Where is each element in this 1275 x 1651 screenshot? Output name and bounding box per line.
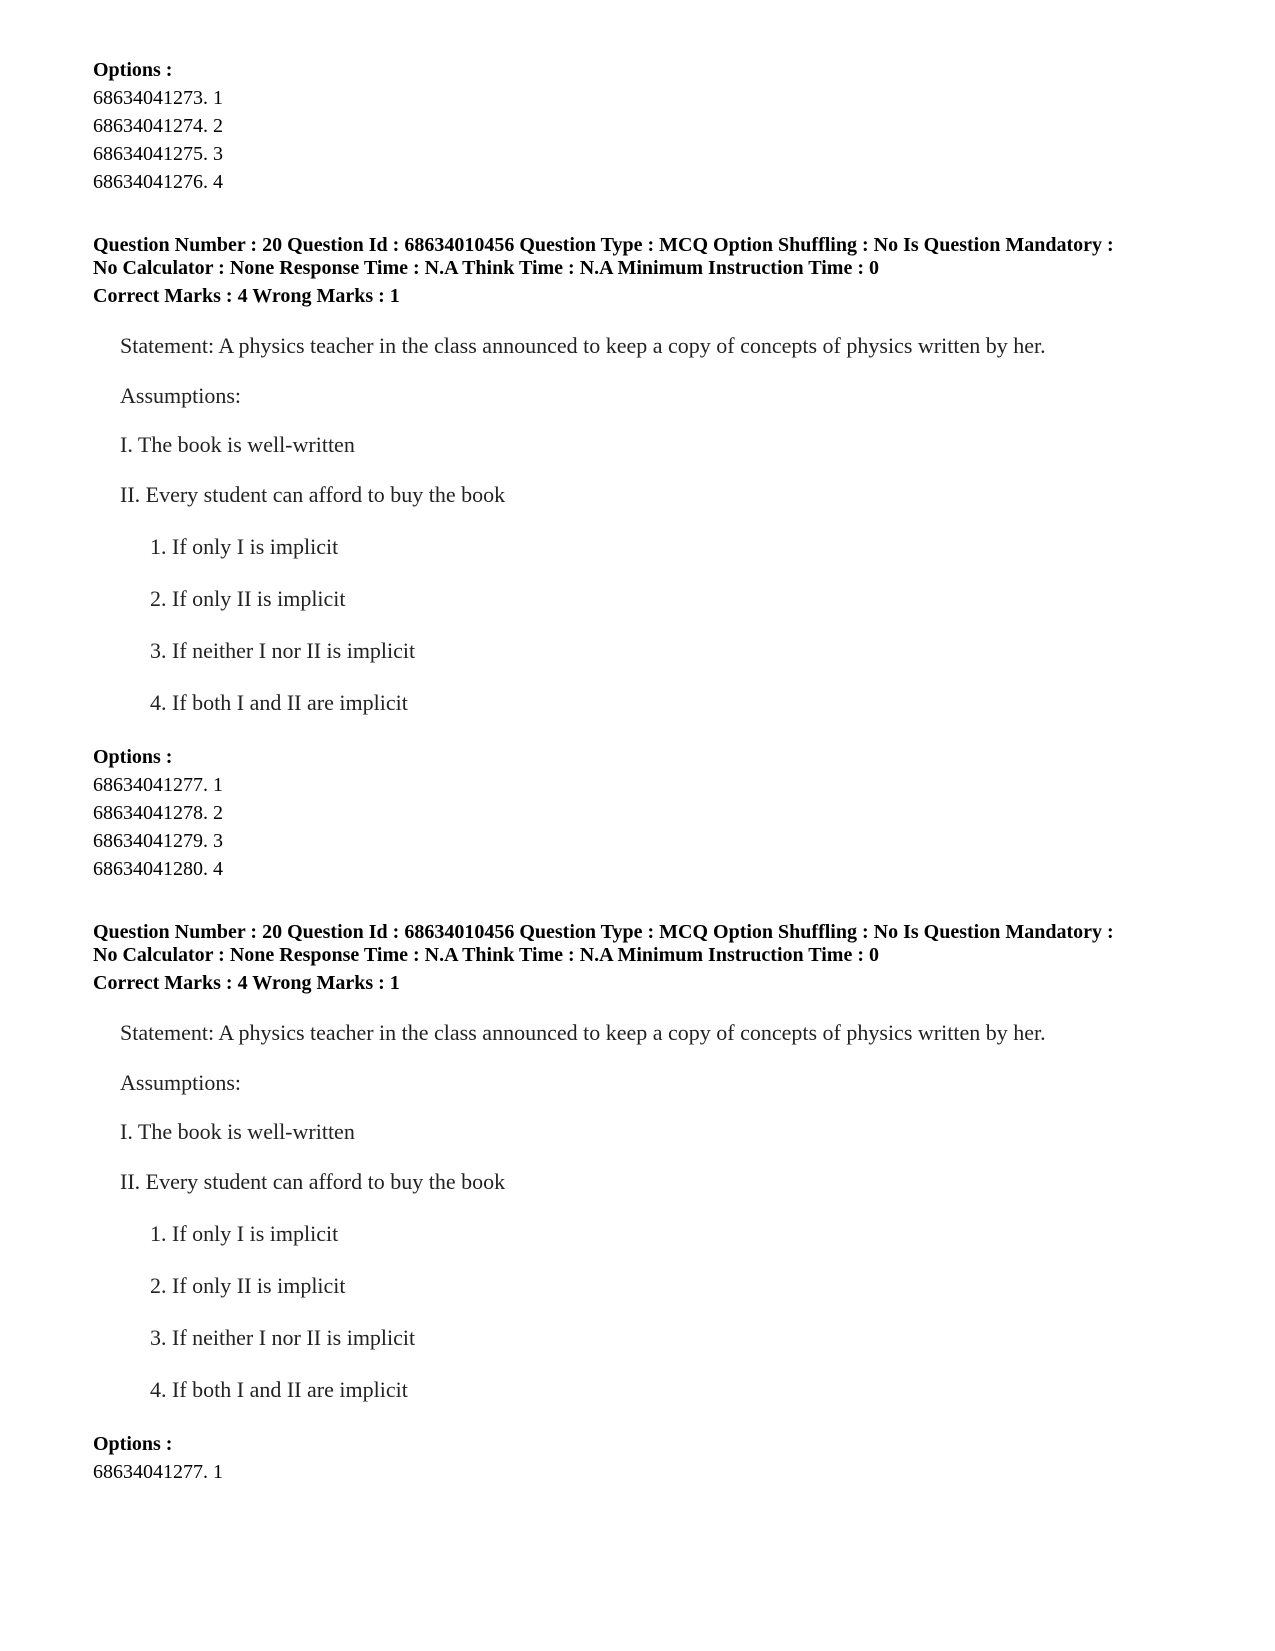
option-line: 68634041280. 4 <box>93 858 223 880</box>
option-line: 68634041274. 2 <box>93 115 223 137</box>
option-line: 68634041278. 2 <box>93 802 223 824</box>
option-line: 68634041273. 1 <box>93 87 223 109</box>
answer-choice: 4. If both I and II are implicit <box>150 690 408 715</box>
assumption-1: I. The book is well-written <box>120 432 355 457</box>
options-heading: Options : <box>93 746 173 768</box>
answer-choice: 3. If neither I nor II is implicit <box>150 1325 416 1350</box>
option-line: 68634041277. 1 <box>93 1461 223 1483</box>
assumptions-label: Assumptions: <box>120 383 242 408</box>
assumption-1: I. The book is well-written <box>120 1119 355 1144</box>
option-line: 68634041276. 4 <box>93 171 223 193</box>
assumptions-label: Assumptions: <box>120 1070 242 1095</box>
option-line: 68634041279. 3 <box>93 830 223 852</box>
question-statement: Statement: A physics teacher in the class announced to keep a copy of concepts of physics written by her. <box>120 333 1046 358</box>
answer-choice: 2. If only II is implicit <box>150 1273 346 1298</box>
options-heading: Options : <box>93 59 173 81</box>
assumption-2: II. Every student can afford to buy the book <box>120 482 506 507</box>
answer-choice: 2. If only II is implicit <box>150 586 346 611</box>
answer-choice: 1. If only I is implicit <box>150 534 339 559</box>
question-meta-line2: No Calculator : None Response Time : N.A Think Time : N.A Minimum Instruction Time : 0 <box>93 257 879 279</box>
answer-choice: 1. If only I is implicit <box>150 1221 339 1246</box>
options-heading: Options : <box>93 1433 173 1455</box>
answer-choice: 4. If both I and II are implicit <box>150 1377 408 1402</box>
question-marks: Correct Marks : 4 Wrong Marks : 1 <box>93 285 400 307</box>
option-line: 68634041275. 3 <box>93 143 223 165</box>
question-marks: Correct Marks : 4 Wrong Marks : 1 <box>93 972 400 994</box>
answer-choice: 3. If neither I nor II is implicit <box>150 638 416 663</box>
question-meta-line1: Question Number : 20 Question Id : 68634010456 Question Type : MCQ Option Shuffling : No Is Question Mandatory : <box>93 234 1114 256</box>
question-meta-line2: No Calculator : None Response Time : N.A Think Time : N.A Minimum Instruction Time : 0 <box>93 944 879 966</box>
assumption-2: II. Every student can afford to buy the book <box>120 1169 506 1194</box>
question-statement: Statement: A physics teacher in the class announced to keep a copy of concepts of physics written by her. <box>120 1020 1046 1045</box>
option-line: 68634041277. 1 <box>93 774 223 796</box>
question-meta-line1: Question Number : 20 Question Id : 68634010456 Question Type : MCQ Option Shuffling : No Is Question Mandatory : <box>93 921 1114 943</box>
